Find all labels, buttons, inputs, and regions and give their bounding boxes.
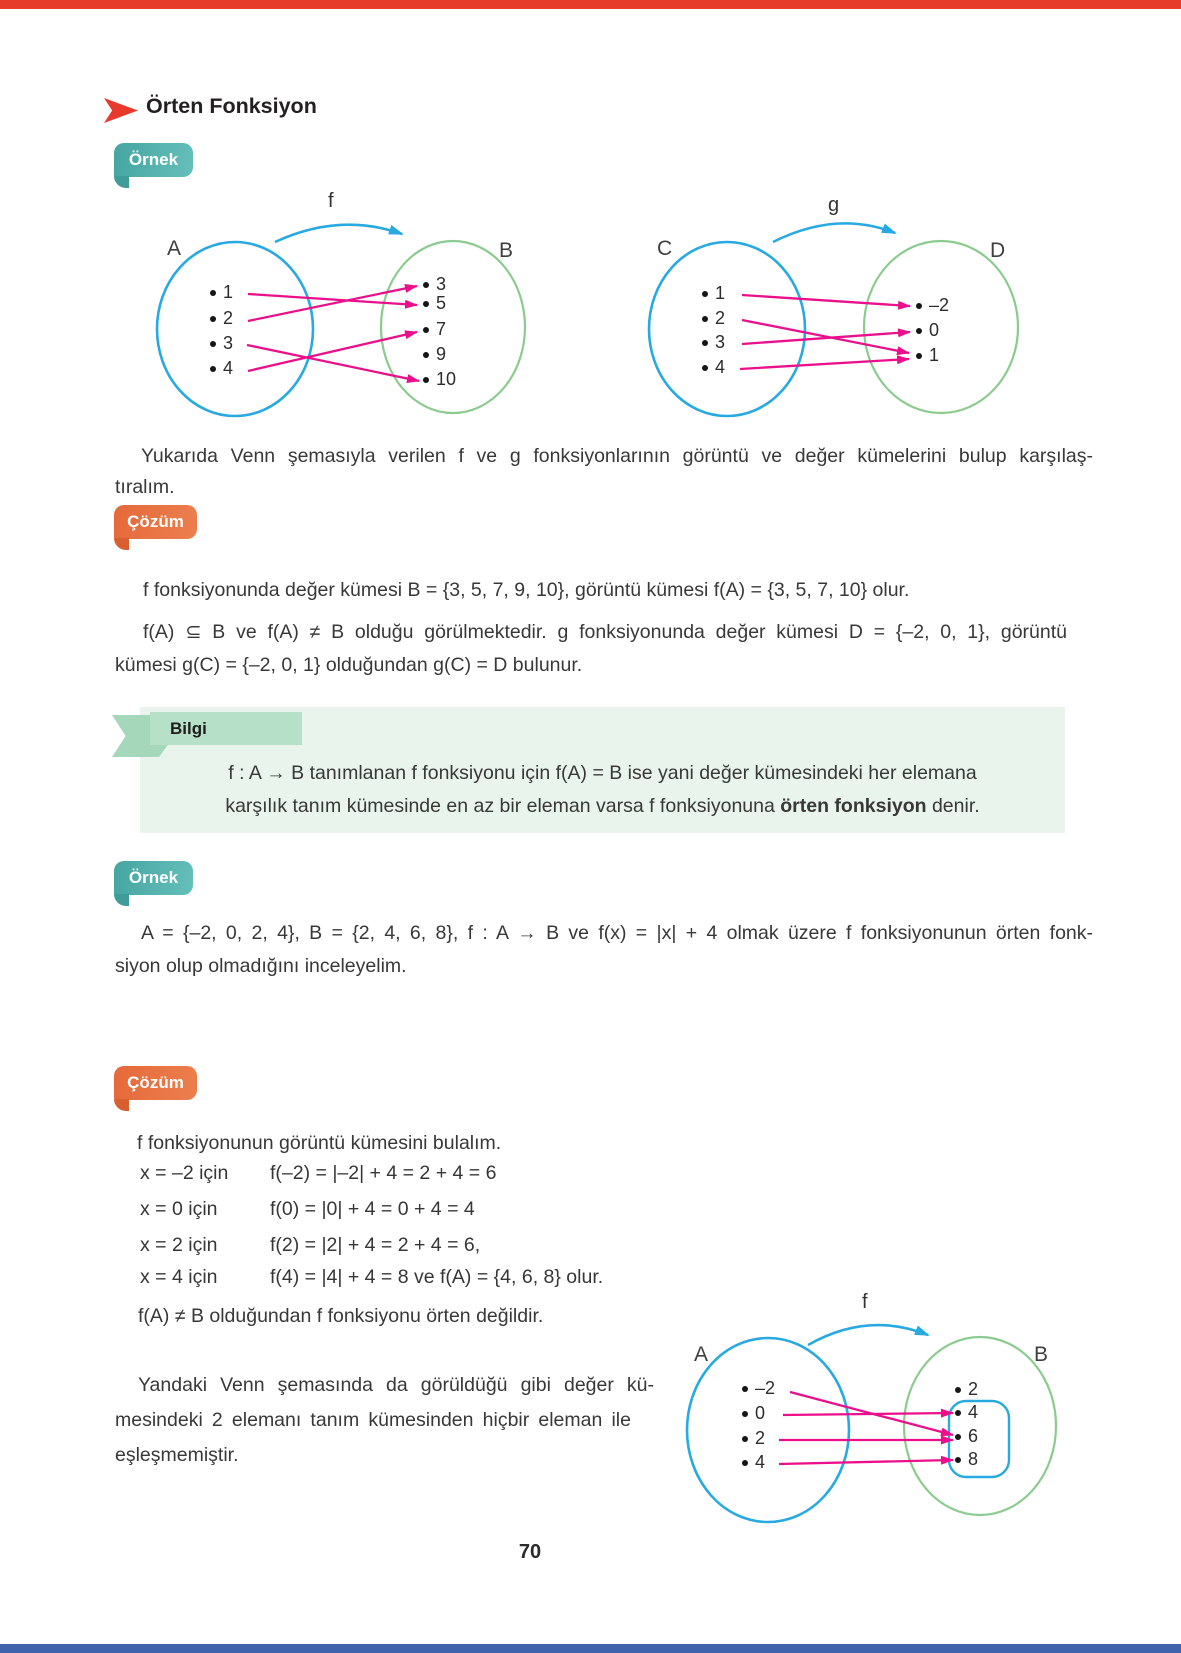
domain-element xyxy=(742,1378,775,1399)
info-ribbon-label: Bilgi xyxy=(170,718,207,738)
element-dot xyxy=(423,352,429,358)
element-label: 2 xyxy=(968,1379,979,1399)
element-dot xyxy=(423,282,429,288)
example1-prompt xyxy=(115,441,1093,503)
set-label-codomain: B xyxy=(1034,1343,1049,1366)
venn-f2-graphics xyxy=(650,1225,1070,1525)
element-dot xyxy=(916,303,922,309)
element-dot xyxy=(742,1436,748,1442)
codomain-element xyxy=(955,1449,978,1470)
info-ribbon xyxy=(150,712,302,745)
element-label: 5 xyxy=(436,293,447,313)
remark-line: Yandaki Venn şemasında da görüldüğü gibi değer kü- xyxy=(138,1374,654,1396)
codomain-element xyxy=(955,1402,978,1423)
venn-f-graphics xyxy=(130,188,550,428)
element-label: 3 xyxy=(223,333,234,353)
function-label: g xyxy=(828,194,840,216)
element-dot xyxy=(210,341,216,347)
domain-element xyxy=(702,283,725,304)
element-label: 4 xyxy=(715,357,726,377)
solution1-line1: f fonksiyonunda değer kümesi B = {3, 5, 7, 9, 10}, görüntü kümesi f(A) = {3, 5, 7, 10} olur. xyxy=(143,579,910,601)
solution1-paragraph2 xyxy=(115,616,1067,682)
case-label: x = 2 için xyxy=(140,1234,218,1256)
info-text xyxy=(140,757,1065,823)
element-label: 3 xyxy=(436,274,447,294)
element-label: 4 xyxy=(968,1402,979,1422)
example-tab-label: Örnek xyxy=(128,150,179,169)
codomain-element xyxy=(916,345,939,366)
solution1-line3: kümesi g(C) = {–2, 0, 1} olduğundan g(C) = D bulunur. xyxy=(115,654,583,676)
case-label: x = 4 için xyxy=(140,1266,218,1288)
info-bold-term: örten fonksiyon xyxy=(780,795,927,817)
example-tab-label: Örnek xyxy=(128,868,179,887)
solution-tab-label: Çözüm xyxy=(127,1073,184,1092)
domain-element xyxy=(702,308,725,329)
element-label: 1 xyxy=(223,282,234,302)
case-label: x = –2 için xyxy=(140,1162,229,1184)
prompt-line: A = {–2, 0, 2, 4}, B = {2, 4, 6, 8}, f : A → B ve f(x) = |x| + 4 olmak üzere f fonksiyonunun örten fonk- xyxy=(141,922,1093,944)
calc-expression: f(2) = |2| + 4 = 2 + 4 = 6, xyxy=(270,1234,481,1256)
codomain-element xyxy=(423,369,456,390)
info-line1: f : A → B tanımlanan f fonksiyonu için f(A) = B ise yani değer kümesindeki her elemana xyxy=(228,762,977,784)
bottom-blue-bar xyxy=(0,1644,1181,1653)
element-label: 0 xyxy=(755,1403,766,1423)
domain-element xyxy=(742,1403,765,1424)
solution-tab-2 xyxy=(114,1066,197,1100)
solution1-line1-wrap xyxy=(115,575,909,606)
example2-prompt xyxy=(115,917,1093,983)
venn-diagram-g xyxy=(600,188,1030,428)
domain-element xyxy=(210,358,233,379)
solution-tab-label: Çözüm xyxy=(127,512,184,531)
element-label: –2 xyxy=(755,1378,776,1398)
prompt-line: tıralım. xyxy=(115,476,175,498)
set-label-domain: A xyxy=(167,237,182,260)
element-label: 8 xyxy=(968,1449,979,1469)
element-dot xyxy=(955,1387,961,1393)
element-label: 9 xyxy=(436,344,447,364)
info-line2: karşılık tanım kümesinde en az bir eleman varsa f fonksiyonuna örten fonksiyon denir. xyxy=(225,795,980,817)
calc-expression: f(–2) = |–2| + 4 = 2 + 4 = 6 xyxy=(270,1162,497,1184)
solution1-line2: f(A) ⊆ B ve f(A) ≠ B olduğu görülmektedir. g fonksiyonunda değer kümesi D = {–2, 0, 1}, görüntü xyxy=(143,621,1067,643)
element-dot xyxy=(955,1434,961,1440)
element-label: 3 xyxy=(715,332,726,352)
section-title: Örten Fonksiyon xyxy=(146,94,317,118)
domain-element xyxy=(702,357,725,378)
set-label-domain: C xyxy=(657,237,673,260)
set-label-codomain: D xyxy=(990,239,1006,262)
codomain-element xyxy=(423,274,446,295)
codomain-element xyxy=(916,295,949,316)
prompt-line: Yukarıda Venn şemasıyla verilen f ve g fonksiyonlarının görüntü ve değer kümelerini bulup karşılaş- xyxy=(141,445,1093,467)
codomain-element xyxy=(423,319,446,340)
element-dot xyxy=(742,1386,748,1392)
element-label: 10 xyxy=(436,369,457,389)
domain-element xyxy=(210,282,233,303)
calc-expression: f(4) = |4| + 4 = 8 ve f(A) = {4, 6, 8} olur. xyxy=(270,1266,604,1288)
element-label: 0 xyxy=(929,320,940,340)
solution2-intro: f fonksiyonunun görüntü kümesini bulalım. xyxy=(137,1132,502,1154)
element-dot xyxy=(423,301,429,307)
set-label-domain: A xyxy=(694,1343,709,1366)
domain-element xyxy=(702,332,725,353)
element-label: 2 xyxy=(223,308,234,328)
section-arrow-icon xyxy=(104,98,138,123)
domain-element xyxy=(210,333,233,354)
element-dot xyxy=(955,1410,961,1416)
function-label: f xyxy=(328,190,334,212)
calc-expression: f(0) = |0| + 4 = 0 + 4 = 4 xyxy=(270,1198,475,1220)
codomain-element xyxy=(955,1426,978,1447)
solution-tab-1 xyxy=(114,505,197,539)
element-dot xyxy=(955,1457,961,1463)
codomain-element xyxy=(423,344,446,365)
element-label: 4 xyxy=(223,358,234,378)
element-dot xyxy=(423,377,429,383)
element-dot xyxy=(210,366,216,372)
element-dot xyxy=(742,1411,748,1417)
codomain-element xyxy=(955,1379,978,1400)
remark-line: mesindeki 2 elemanı tanım kümesinden hiçbir eleman ile xyxy=(115,1409,631,1431)
venn-g-graphics xyxy=(600,188,1030,428)
codomain-element xyxy=(423,293,446,314)
venn-diagram-f xyxy=(130,188,550,428)
solution2-conclusion: f(A) ≠ B olduğundan f fonksiyonu örten değildir. xyxy=(138,1305,544,1327)
domain-element xyxy=(742,1428,765,1449)
element-dot xyxy=(210,290,216,296)
element-label: 2 xyxy=(715,308,726,328)
page-number: 70 xyxy=(518,1541,542,1563)
element-dot xyxy=(916,328,922,334)
element-label: –2 xyxy=(929,295,950,315)
element-dot xyxy=(916,353,922,359)
codomain-element xyxy=(916,320,939,341)
element-dot xyxy=(702,365,708,371)
example-tab-2 xyxy=(114,861,193,895)
element-label: 2 xyxy=(755,1428,766,1448)
element-label: 1 xyxy=(715,283,726,303)
element-dot xyxy=(702,316,708,322)
venn-diagram-f2 xyxy=(650,1225,1070,1525)
element-label: 4 xyxy=(755,1452,766,1472)
example-tab-1 xyxy=(114,143,193,177)
element-dot xyxy=(702,291,708,297)
remark-line: eşleşmemiştir. xyxy=(115,1444,239,1466)
element-dot xyxy=(423,327,429,333)
domain-element xyxy=(742,1452,765,1473)
domain-element xyxy=(210,308,233,329)
case-label: x = 0 için xyxy=(140,1198,218,1220)
top-red-bar xyxy=(0,0,1181,9)
set-label-codomain: B xyxy=(499,239,514,262)
element-label: 6 xyxy=(968,1426,979,1446)
solution2-remark xyxy=(115,1368,654,1473)
element-dot xyxy=(702,340,708,346)
prompt-line: siyon olup olmadığını inceleyelim. xyxy=(115,955,407,977)
element-label: 7 xyxy=(436,319,447,339)
element-dot xyxy=(742,1460,748,1466)
element-dot xyxy=(210,316,216,322)
element-label: 1 xyxy=(929,345,940,365)
function-label: f xyxy=(862,1291,868,1313)
